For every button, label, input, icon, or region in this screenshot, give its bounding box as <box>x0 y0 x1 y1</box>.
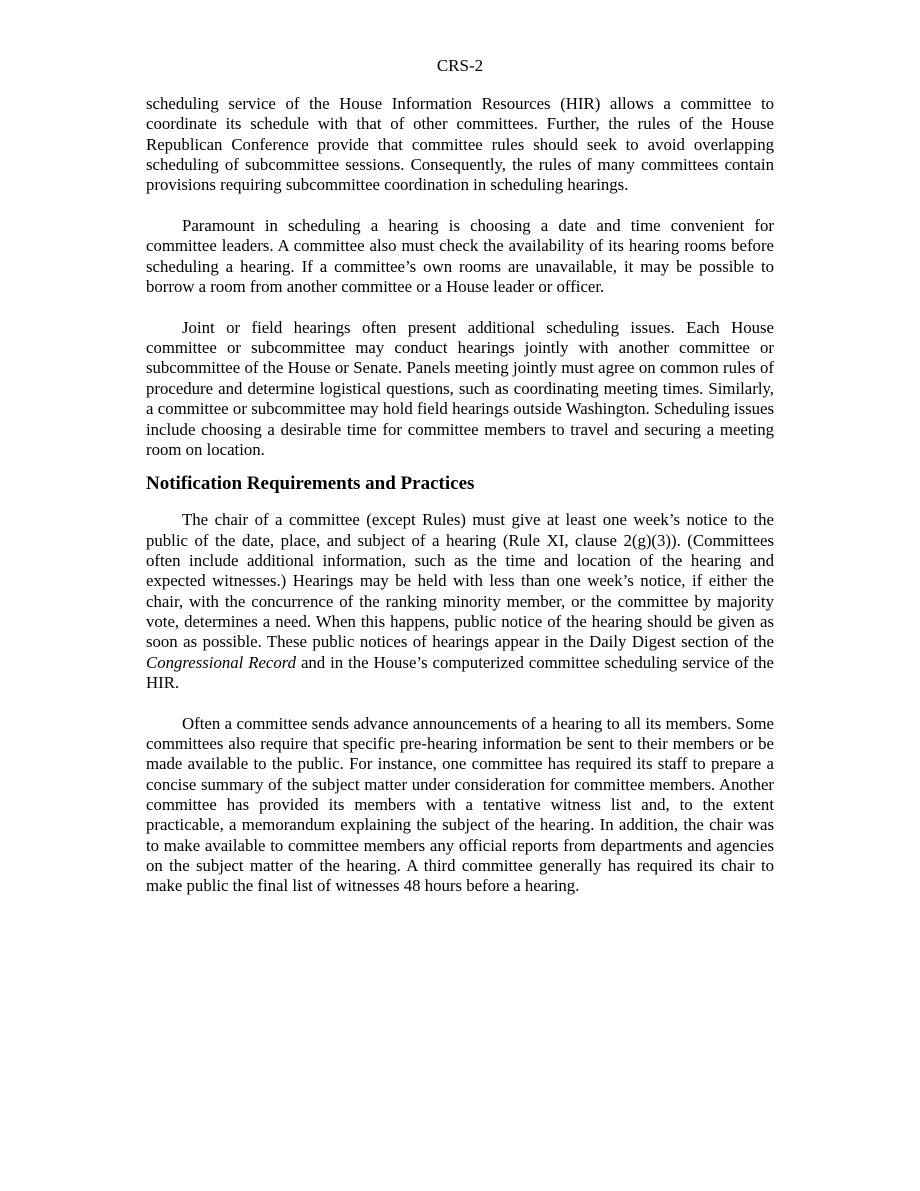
publication-title: Congressional Record <box>146 652 297 672</box>
paragraph-gap <box>146 196 774 216</box>
paragraph-text: The chair of a committee (except Rules) must give at least one week’s notice to the public of the date, place, and subject of a hearing (Rule XI, clause 2(g)(3)). (Committees often include additional information, such as the time and location of the hearing and expected witnesses.) Hearings may be held with less than one week’s notice, if either the chair, with the concurrence of the ranking minority member, or the committee by majority vote, determines a need. When this happens, public notice of the hearing should be given as soon as possible. These public notices of hearings appear in the Daily Digest section of the <box>146 510 774 652</box>
paragraph-text: and in the House’s computerized committee scheduling service of the HIR. <box>146 652 774 692</box>
paragraph-advance-announcements: Often a committee sends advance announcements of a hearing to all its members. Some committees also require that specific pre-hearing information be sent to their members or be made available to the public. For instance, one committee has required its staff to prepare a concise summary of the subject matter under consideration for committee members. Another committee has provided its members with a tentative witness list and, to the extent practicable, a memorandum explaining the subject of the hearing. In addition, the chair was to make available to committee members any official reports from departments and agencies on the subject matter of the hearing. A third committee generally has required its chair to make public the final list of witnesses 48 hours before a hearing. <box>146 713 774 896</box>
section-heading: Notification Requirements and Practices <box>146 473 475 495</box>
document-body <box>146 94 774 897</box>
paragraph-paramount: Paramount in scheduling a hearing is choosing a date and time convenient for committee leaders. A committee also must check the availability of its hearing rooms before scheduling a hearing. If a committee’s own rooms are unavailable, it may be possible to borrow a room from another committee or a House leader or officer. <box>146 216 774 297</box>
paragraph-gap <box>146 693 774 713</box>
paragraph-gap <box>146 297 774 317</box>
page-number: CRS-2 <box>436 56 484 75</box>
paragraph-chair-notice <box>146 510 774 693</box>
paragraph-joint-field-hearings: Joint or field hearings often present additional scheduling issues. Each House committee or subcommittee may conduct hearings jointly with another committee or subcommittee of the House or Senate. Panels meeting jointly must agree on common rules of procedure and determine logistical questions, such as coordinating meeting times. Similarly, a committee or subcommittee may hold field hearings outside Washington. Scheduling issues include choosing a desirable time for committee members to travel and securing a meeting room on location. <box>146 317 774 459</box>
paragraph-scheduling-service: scheduling service of the House Information Resources (HIR) allows a committee to coordinate its schedule with that of other committees. Further, the rules of the House Republican Conference provide that committee rules should seek to avoid overlapping scheduling of subcommittee sessions. Consequently, the rules of many committees contain provisions requiring subcommittee coordination in scheduling hearings. <box>146 94 774 195</box>
